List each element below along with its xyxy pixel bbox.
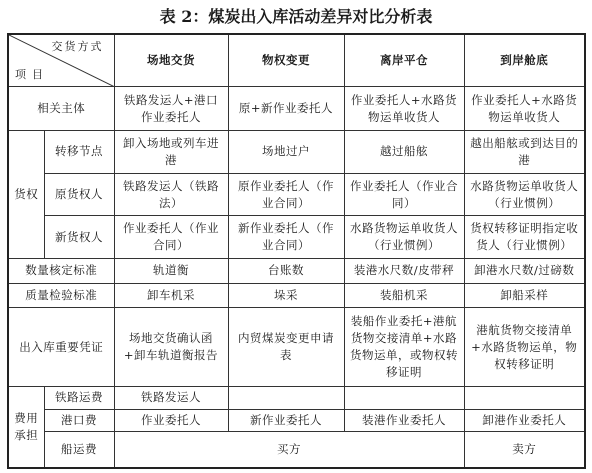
- row-label-transfer: 转移节点: [44, 131, 114, 174]
- cell-orig-owner-2: 原作业委托人（作业合同）: [228, 173, 344, 216]
- cell-subject-4: 作业委托人+水路货物运单收货人: [464, 87, 585, 131]
- cell-docs-1: 场地交货确认函+卸车轨道衡报告: [114, 307, 228, 386]
- cell-subject-1: 铁路发运人+港口作业委托人: [114, 87, 228, 131]
- cell-port-fee-2: 新作业委托人: [228, 409, 344, 431]
- table-caption: 表 2：煤炭出入库活动差异对比分析表: [159, 7, 433, 26]
- cell-quantity-4: 卸港水尺数/过磅数: [464, 259, 585, 283]
- row-quantity: [8, 259, 585, 283]
- row-label-quality: 质量检验标准: [8, 283, 114, 307]
- row-label-rail-fee: 铁路运费: [44, 387, 114, 409]
- col-header-fob: 离岸平仓: [344, 34, 464, 87]
- cell-port-fee-3: 装港作业委托人: [344, 409, 464, 431]
- cell-quality-1: 卸车机采: [114, 283, 228, 307]
- col-header-ownership-change: 物权变更: [228, 34, 344, 87]
- row-label-new-owner: 新货权人: [44, 216, 114, 259]
- cell-transfer-3: 越过船舷: [344, 131, 464, 174]
- header-item-label: 项目: [15, 68, 49, 82]
- cell-transfer-1: 卸入场地或列车进港: [114, 131, 228, 174]
- cell-transfer-2: 场地过户: [228, 131, 344, 174]
- row-transfer: [8, 131, 585, 174]
- cell-docs-2: 内贸煤炭变更申请表: [228, 307, 344, 386]
- row-label-orig-owner: 原货权人: [44, 173, 114, 216]
- cell-rail-fee-1: 铁路发运人: [114, 387, 228, 409]
- row-label-port-fee: 港口费: [44, 409, 114, 431]
- row-quality: [8, 283, 585, 307]
- cell-rail-fee-4: [464, 387, 585, 409]
- row-label-quantity: 数量核定标准: [8, 259, 114, 283]
- cell-quantity-3: 装港水尺数/皮带秤: [344, 259, 464, 283]
- cell-quality-3: 装船机采: [344, 283, 464, 307]
- cell-orig-owner-1: 铁路发运人（铁路法）: [114, 173, 228, 216]
- row-subject: [8, 87, 585, 131]
- row-label-docs: 出入库重要凭证: [8, 307, 114, 386]
- row-label-ship-fee: 船运费: [44, 431, 114, 468]
- cell-ship-fee-buyer: 买方: [114, 431, 464, 468]
- cell-quantity-2: 台账数: [228, 259, 344, 283]
- diagonal-header-cell: [8, 34, 114, 87]
- row-rail-fee: [8, 387, 585, 409]
- row-label-subject: 相关主体: [8, 87, 114, 131]
- cell-new-owner-4: 货权转移证明指定收货人（行业惯例）: [464, 216, 585, 259]
- cell-docs-3: 装船作业委托+港航货物交接清单+水路货物运单，或物权转移证明: [344, 307, 464, 386]
- cell-quantity-1: 轨道衡: [114, 259, 228, 283]
- cell-subject-2: 原+新作业委托人: [228, 87, 344, 131]
- header-delivery-mode-label: 交货方式: [51, 40, 104, 53]
- cell-orig-owner-4: 水路货物运单收货人（行业惯例）: [464, 173, 585, 216]
- cell-rail-fee-2: [228, 387, 344, 409]
- group-label-fee: 费用承担: [8, 387, 44, 468]
- cell-orig-owner-3: 作业委托人（作业合同）: [344, 173, 464, 216]
- cell-new-owner-1: 作业委托人（作业合同）: [114, 216, 228, 259]
- cell-quality-2: 垛采: [228, 283, 344, 307]
- cell-transfer-4: 越出船舷或到达目的港: [464, 131, 585, 174]
- cell-quality-4: 卸船采样: [464, 283, 585, 307]
- row-port-fee: [8, 409, 585, 431]
- col-header-cif-hold: 到岸舱底: [464, 34, 585, 87]
- col-header-site-delivery: 场地交货: [114, 34, 228, 87]
- cell-rail-fee-3: [344, 387, 464, 409]
- group-label-cargo-rights: 货权: [8, 131, 44, 259]
- cell-port-fee-4: 卸港作业委托人: [464, 409, 585, 431]
- row-ship-fee: [8, 431, 585, 468]
- cell-ship-fee-seller: 卖方: [464, 431, 585, 468]
- cell-new-owner-3: 水路货物运单收货人（行业惯例）: [344, 216, 464, 259]
- cell-port-fee-1: 作业委托人: [114, 409, 228, 431]
- row-orig-owner: [8, 173, 585, 216]
- row-docs: [8, 307, 585, 386]
- comparison-table: [7, 33, 586, 469]
- header-row: [8, 34, 585, 87]
- cell-new-owner-2: 新作业委托人（作业合同）: [228, 216, 344, 259]
- row-new-owner: [8, 216, 585, 259]
- cell-docs-4: 港航货物交接清单+水路货物运单，物权转移证明: [464, 307, 585, 386]
- cell-subject-3: 作业委托人+水路货物运单收货人: [344, 87, 464, 131]
